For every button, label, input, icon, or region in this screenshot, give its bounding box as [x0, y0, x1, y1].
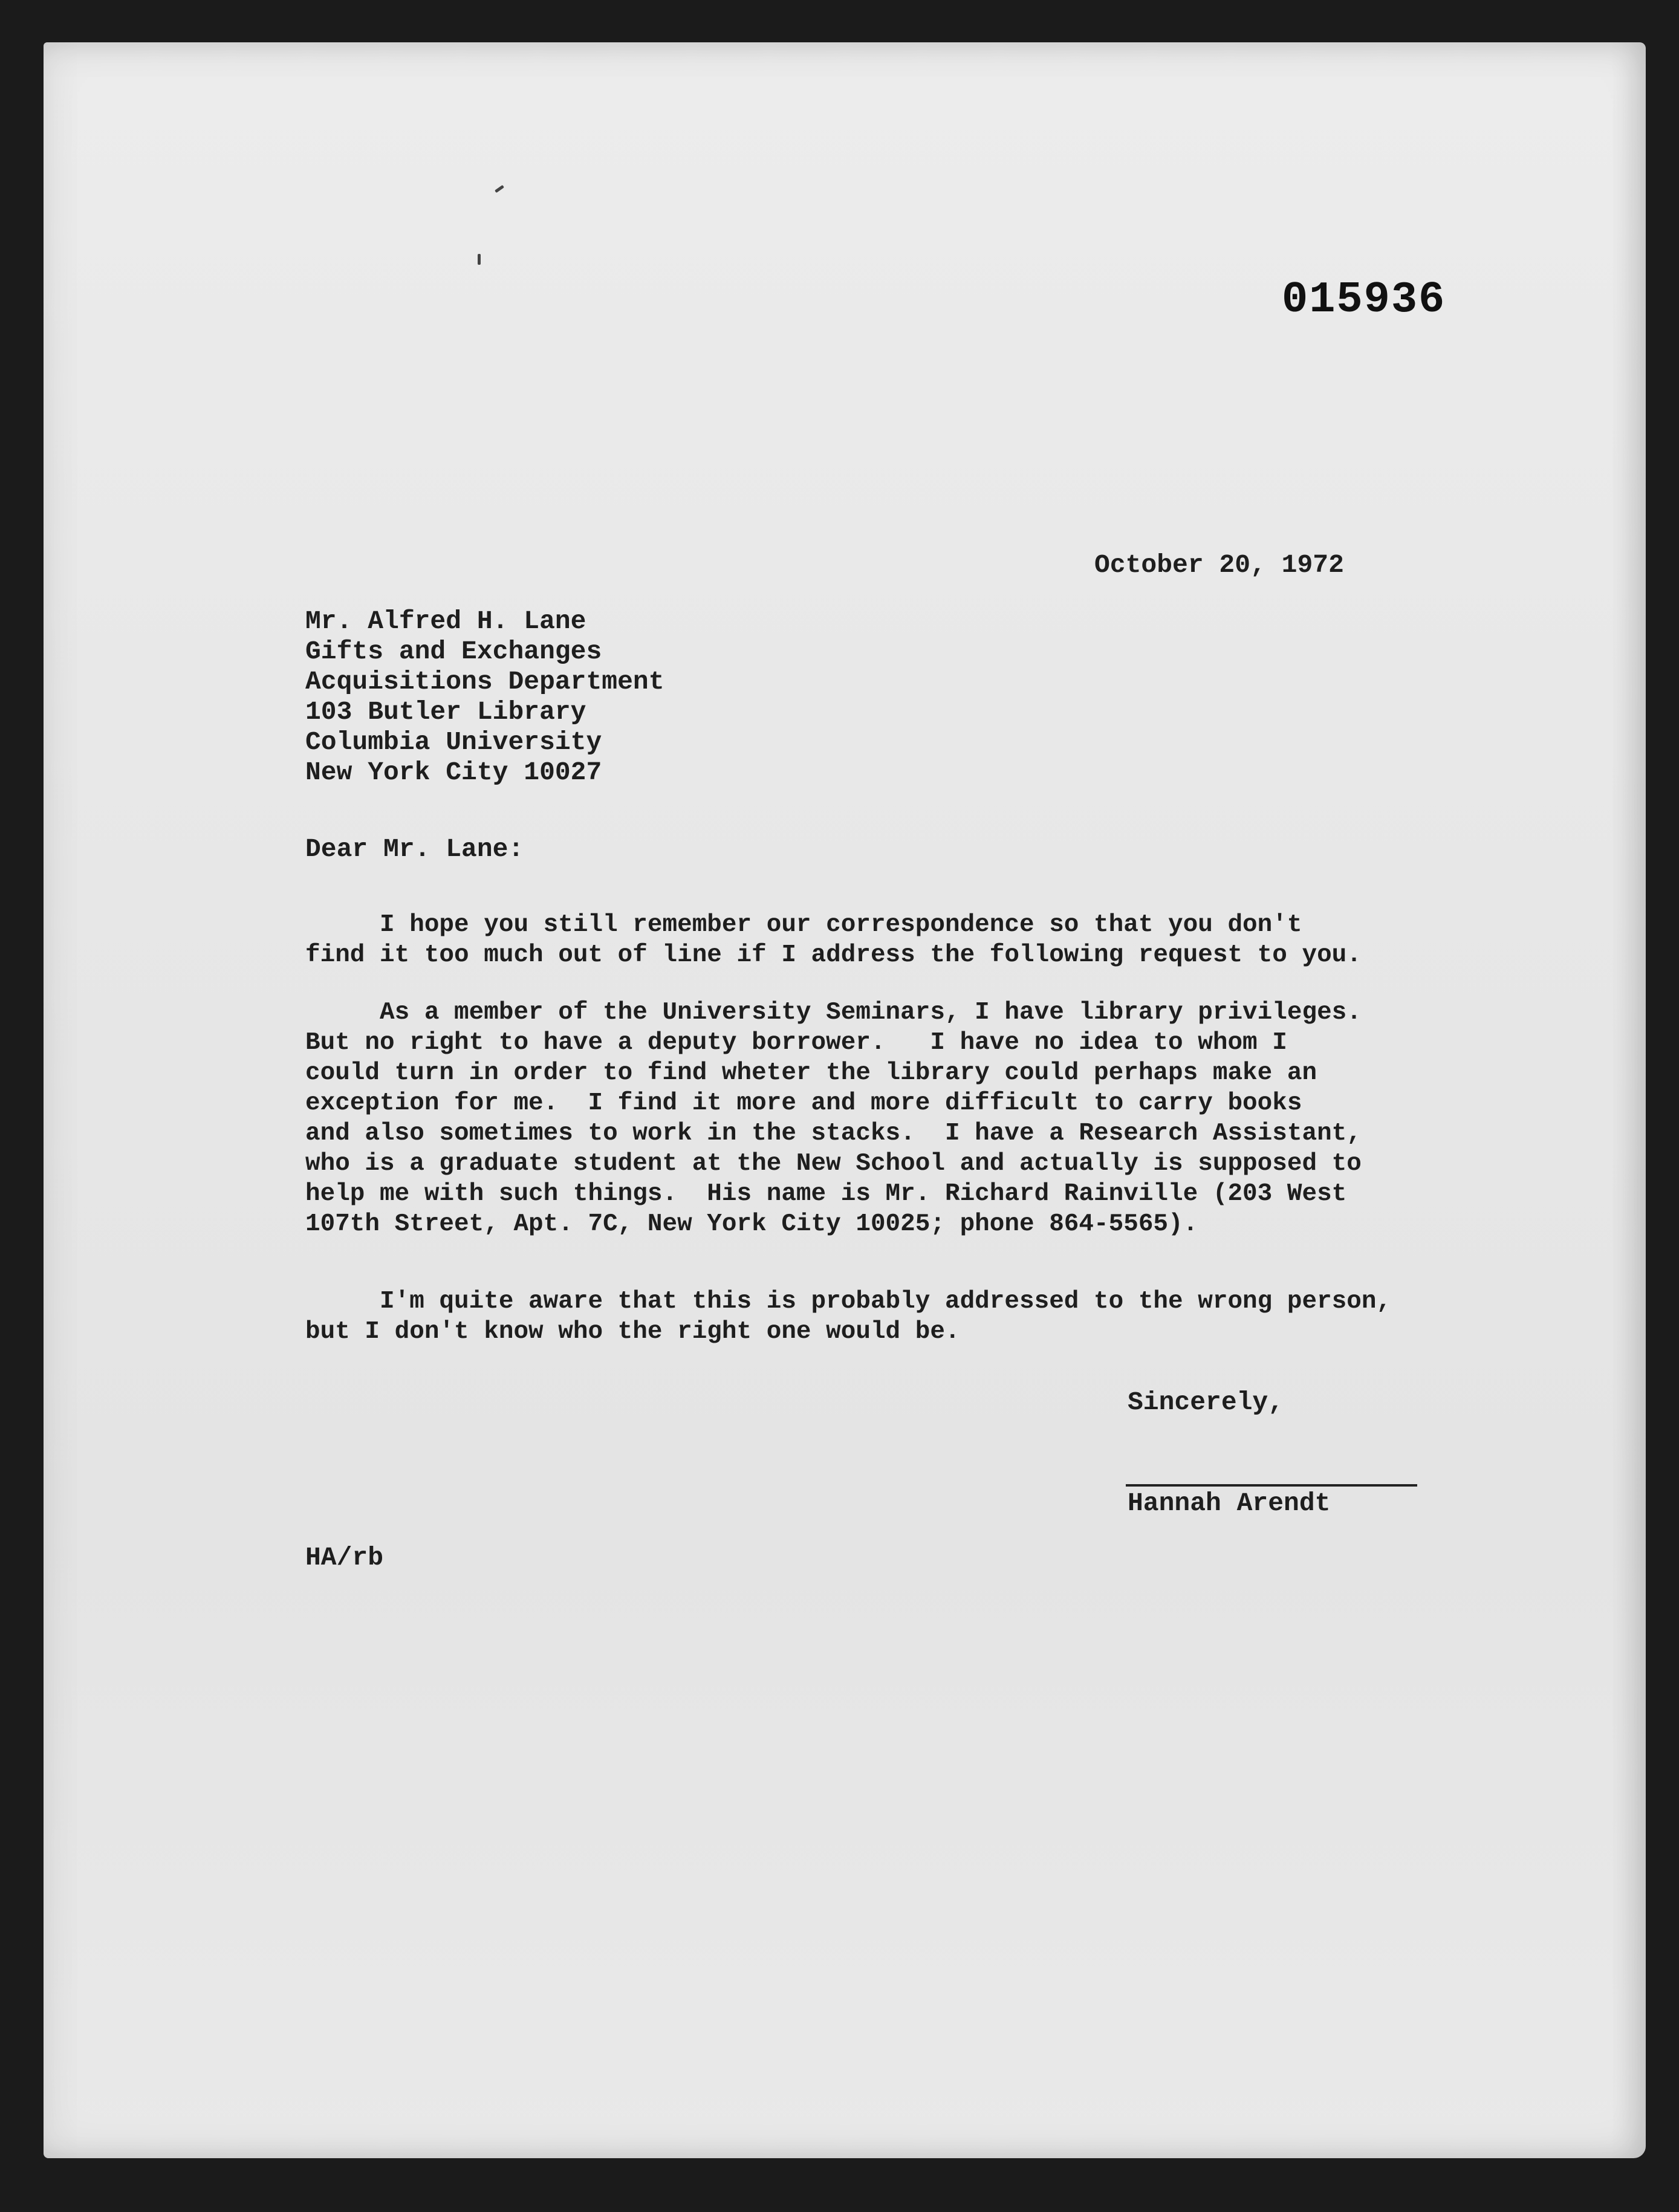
body-paragraph: I hope you still remember our correspondence so that you don't find it too much out of line if I address the following request to you.	[305, 911, 1362, 969]
address-line: New York City 10027	[305, 757, 602, 787]
address-line: Gifts and Exchanges	[305, 637, 602, 666]
signatory-name: Hannah Arendt	[1128, 1488, 1331, 1518]
body-paragraph: I'm quite aware that this is probably addressed to the wrong person, but I don't know who the right one would be.	[305, 1288, 1392, 1346]
closing: Sincerely,	[1128, 1387, 1284, 1417]
address-line: 103 Butler Library	[305, 697, 586, 727]
address-line: Acquisitions Department	[305, 667, 664, 696]
salutation: Dear Mr. Lane:	[305, 834, 524, 864]
body-paragraph: As a member of the University Seminars, I have library privileges. But no right to have a deputy borrower. I have no idea to whom I could turn in order to find wheter the library could perhaps make an exception for me. I find it more and more difficult to carry books and also sometimes to work in the stacks. I have a Research Assistant, who is a graduate student at the New School and actually is supposed to help me with such things. His name is Mr. Richard Rainville (203 West 107th Street, Apt. 7C, New York City 10025; phone 864-5565).	[305, 999, 1362, 1238]
letter-date: October 20, 1972	[1094, 550, 1344, 580]
address-line: Columbia University	[305, 727, 602, 757]
document-number: 015936	[1282, 275, 1446, 325]
pencil-mark	[478, 254, 481, 265]
address-line: Mr. Alfred H. Lane	[305, 606, 586, 636]
recipient-address	[305, 606, 664, 788]
typist-initials: HA/rb	[305, 1543, 384, 1572]
signature-line	[1126, 1484, 1417, 1487]
